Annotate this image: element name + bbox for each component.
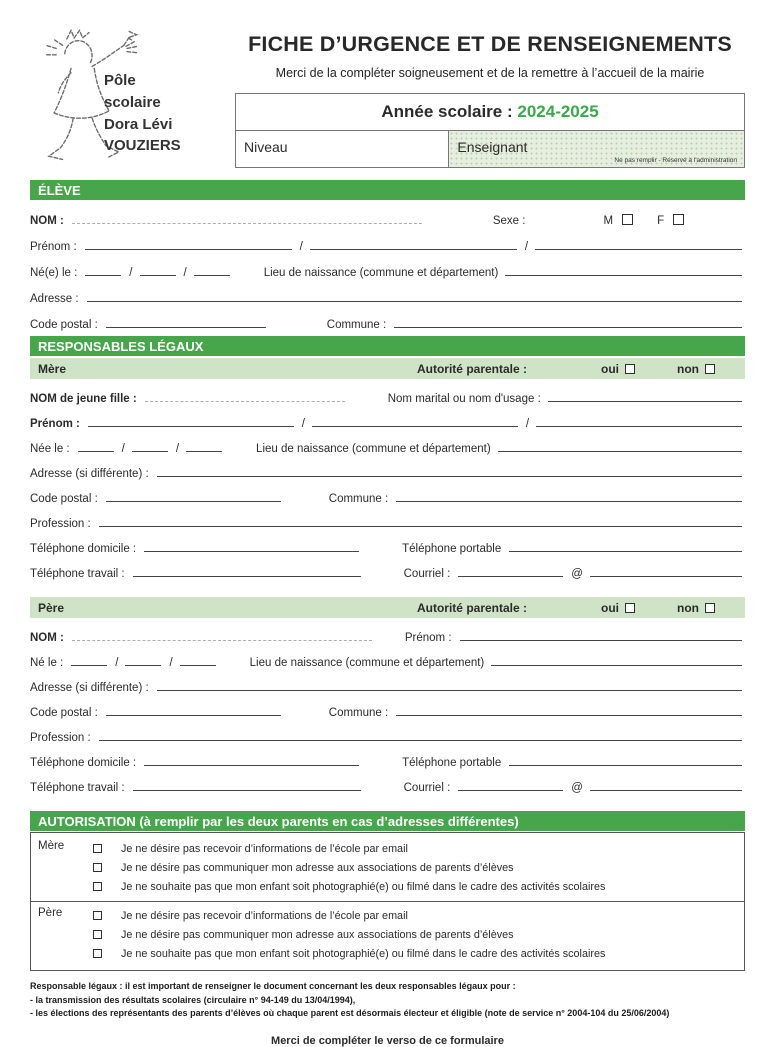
blank-line-field[interactable] (140, 275, 176, 276)
blank-line-field[interactable] (85, 275, 121, 276)
blank-line-field[interactable] (99, 740, 742, 741)
authorization-row (93, 906, 744, 925)
field-text: Nom marital ou nom d'usage : (387, 393, 541, 405)
authorization-text: Je ne souhaite pas que mon enfant soit photographié(e) ou filmé dans le cadre des activités scolaires (121, 880, 606, 893)
field-label: NOM : (30, 215, 64, 227)
blank-line-field[interactable] (458, 576, 563, 577)
field-label: Code postal : (30, 493, 98, 505)
pere-autorite-oui-checkbox[interactable] (625, 603, 635, 613)
field-label: Adresse : (30, 293, 79, 305)
authorization-checkbox[interactable] (93, 930, 102, 939)
header-right (235, 20, 745, 170)
school-year-row (236, 94, 744, 131)
field-label: NOM : (30, 632, 64, 644)
blank-line-field[interactable] (132, 451, 168, 452)
form-row (30, 455, 745, 480)
form-row (30, 380, 745, 405)
blank-line-field[interactable] (144, 765, 359, 766)
field-text: / (301, 418, 305, 430)
blank-line-field[interactable] (106, 715, 281, 716)
field-label: Téléphone travail : (30, 568, 125, 580)
field-text: @ (571, 782, 583, 794)
school-name-line: scolaire (104, 93, 161, 111)
school-name-line: Pôle (104, 72, 136, 89)
blank-line-field[interactable] (71, 665, 107, 666)
autorite-parentale-label: Autorité parentale : (416, 601, 527, 615)
field-label: Téléphone portable (402, 757, 502, 769)
blank-line-field[interactable] (87, 301, 742, 302)
blank-line-field[interactable] (194, 275, 230, 276)
form-row (30, 694, 745, 719)
form-row (30, 719, 745, 744)
blank-line-field[interactable] (509, 551, 742, 552)
field-text: Lieu de naissance (commune et département) (249, 657, 485, 669)
field-text: Lieu de naissance (commune et département) (263, 267, 499, 279)
verso-reminder: Merci de compléter le verso de ce formulaire (271, 1034, 504, 1047)
field-text: / (183, 267, 187, 279)
authorization-checkbox[interactable] (93, 911, 102, 920)
dotted-line-field[interactable] (145, 401, 345, 402)
blank-line-field[interactable] (396, 715, 742, 716)
admin-note: Ne pas remplir - Réservé à l'administration (614, 157, 737, 164)
school-name-line: Dora Lévi (104, 115, 173, 133)
enseignant-cell[interactable] (449, 131, 744, 167)
form-header (30, 20, 745, 170)
form-row (30, 480, 745, 505)
form-row (30, 201, 745, 227)
mere-autorite-non-checkbox[interactable] (705, 364, 715, 374)
form-row (30, 769, 745, 794)
form-row (30, 305, 745, 331)
field-label: F (657, 215, 665, 227)
field-text: / (525, 418, 530, 430)
pere-bar (30, 597, 745, 618)
eleve-fields (30, 200, 745, 331)
autorisation-table (30, 832, 745, 971)
blank-line-field[interactable] (133, 790, 361, 791)
non-label: non (677, 601, 699, 615)
pere-title: Père (38, 601, 65, 615)
authorization-text: Je ne désire pas communiquer mon adresse aux associations de parents d’élèves (121, 928, 514, 941)
field-text: / (524, 241, 529, 253)
authorization-row (93, 944, 744, 963)
blank-line-field[interactable] (157, 476, 742, 477)
blank-line-field[interactable] (548, 401, 742, 402)
blank-line-field[interactable] (505, 275, 742, 276)
form-row (30, 279, 745, 305)
field-label: Commune : (328, 493, 389, 505)
authorization-text: Je ne souhaite pas que mon enfant soit photographié(e) ou filmé dans le cadre des activités scolaires (121, 947, 606, 960)
field-label: Commune : (328, 707, 389, 719)
blank-line-field[interactable] (186, 451, 222, 452)
authorization-text: Je ne désire pas recevoir d’informations de l’école par email (121, 842, 408, 855)
blank-line-field[interactable] (157, 690, 742, 691)
authorization-items (93, 839, 744, 896)
school-logo (30, 20, 235, 170)
mere-autorite-oui-checkbox[interactable] (625, 364, 635, 374)
field-label: Profession : (30, 518, 91, 530)
section-autorisation-header: AUTORISATION (à remplir par les deux parents en cas d’adresses différentes) (30, 811, 745, 831)
dotted-line-field[interactable] (72, 223, 422, 224)
mere-autorite-group (417, 362, 715, 376)
footer-note-line: - la transmission des résultats scolaires (circulaire n° 94-149 du 13/04/1994), (30, 994, 356, 1005)
pere-autorite-oui (601, 601, 635, 615)
blank-line-field[interactable] (106, 501, 281, 502)
field-label: Profession : (30, 732, 91, 744)
authorization-row (93, 925, 744, 944)
field-label: Courriel : (403, 782, 451, 794)
footer-notes (30, 980, 745, 1021)
blank-line-field[interactable] (491, 665, 742, 666)
school-year-value: 2024-2025 (517, 102, 599, 121)
authorization-checkbox[interactable] (93, 949, 102, 958)
authorization-checkbox[interactable] (93, 863, 102, 872)
mere-autorite-non (677, 362, 715, 376)
authorization-row (93, 858, 744, 877)
enseignant-label: Enseignant (457, 139, 528, 155)
section-responsables-header: RESPONSABLES LÉGAUX (30, 336, 745, 356)
field-label: M (603, 215, 614, 227)
form-row (30, 405, 745, 430)
form-row (30, 227, 745, 253)
autorite-parentale-label: Autorité parentale : (416, 362, 527, 376)
blank-line-field[interactable] (536, 426, 742, 427)
niveau-enseignant-row (236, 131, 744, 167)
school-year-table (235, 93, 745, 168)
footer-note-line: Responsable légaux : il est important de renseigner le document concernant les deux responsables légaux pour : (30, 981, 516, 991)
blank-line-field[interactable] (498, 451, 742, 452)
section-eleve-header: ÉLÈVE (30, 180, 745, 200)
authorization-row (93, 877, 744, 896)
field-label: Adresse (si différente) : (30, 468, 149, 480)
blank-line-field[interactable] (88, 426, 294, 427)
blank-line-field[interactable] (180, 665, 216, 666)
blank-line-field[interactable] (535, 249, 742, 250)
form-row (30, 505, 745, 530)
field-label: Commune : (326, 319, 387, 331)
form-row (30, 253, 745, 279)
blank-line-field[interactable] (458, 790, 563, 791)
parent-label: Père (38, 907, 63, 919)
field-label: Née le : (30, 443, 70, 455)
blank-line-field[interactable] (460, 640, 742, 641)
oui-label: oui (601, 362, 619, 376)
blank-line-field[interactable] (144, 551, 359, 552)
school-year-label: Année scolaire : (381, 102, 513, 121)
pere-fields (30, 618, 745, 794)
field-label: Né(e) le : (30, 267, 78, 279)
blank-line-field[interactable] (394, 327, 742, 328)
authorization-checkbox[interactable] (93, 844, 102, 853)
blank-line-field[interactable] (125, 665, 161, 666)
footer-note-line: - les élections des représentants des parents d’élèves où chaque parent est désormais électeur et éligible (note de service n° 2004-104 du 25/06/2004) (30, 1008, 670, 1018)
field-label: NOM de jeune fille : (30, 393, 137, 405)
authorization-row (93, 839, 744, 858)
form-row (30, 555, 745, 580)
field-text: @ (571, 568, 583, 580)
blank-line-field[interactable] (99, 526, 742, 527)
checkbox[interactable] (622, 214, 633, 225)
form-row (30, 619, 745, 644)
field-text: / (299, 241, 303, 253)
field-label: Né le : (30, 657, 64, 669)
pere-autorite-non (677, 601, 715, 615)
field-label: Sexe : (492, 215, 526, 227)
form-subtitle: Merci de la compléter soigneusement et de la remettre à l’accueil de la mairie (275, 66, 705, 80)
blank-line-field[interactable] (106, 327, 266, 328)
field-label: Adresse (si différente) : (30, 682, 149, 694)
blank-line-field[interactable] (509, 765, 742, 766)
field-label: Courriel : (403, 568, 451, 580)
authorization-checkbox[interactable] (93, 882, 102, 891)
mere-autorite-oui (601, 362, 635, 376)
field-text: / (121, 443, 125, 455)
field-text: / (169, 657, 173, 669)
authorization-text: Je ne désire pas recevoir d’informations de l’école par email (121, 909, 408, 922)
blank-line-field[interactable] (310, 249, 517, 250)
blank-line-field[interactable] (78, 451, 114, 452)
niveau-cell[interactable]: Niveau (236, 131, 449, 167)
mere-title: Mère (38, 362, 67, 376)
field-label: Téléphone domicile : (30, 543, 137, 555)
form-row (30, 669, 745, 694)
mere-bar (30, 358, 745, 379)
field-label: Prénom : (404, 632, 452, 644)
field-text: / (115, 657, 119, 669)
form-title: FICHE D’URGENCE ET DE RENSEIGNEMENTS (248, 32, 732, 56)
blank-line-field[interactable] (590, 790, 742, 791)
field-label: Code postal : (30, 319, 98, 331)
checkbox[interactable] (673, 214, 684, 225)
form-row (30, 744, 745, 769)
oui-label: oui (601, 601, 619, 615)
field-label: Téléphone travail : (30, 782, 125, 794)
field-label: Téléphone portable (402, 543, 502, 555)
authorization-group (31, 901, 744, 965)
blank-line-field[interactable] (590, 576, 742, 577)
blank-line-field[interactable] (312, 426, 518, 427)
form-row (30, 430, 745, 455)
blank-line-field[interactable] (85, 249, 292, 250)
pere-autorite-group (417, 601, 715, 615)
field-text: / (129, 267, 133, 279)
parent-label: Mère (38, 840, 65, 852)
field-label: Prénom : (30, 241, 77, 253)
non-label: non (677, 362, 699, 376)
authorization-items (93, 906, 744, 963)
field-text: / (175, 443, 180, 455)
field-text: Lieu de naissance (commune et département) (256, 443, 491, 455)
mere-fields (30, 379, 745, 580)
dotted-line-field[interactable] (72, 640, 372, 641)
blank-line-field[interactable] (396, 501, 742, 502)
school-name (104, 70, 181, 157)
field-label: Prénom : (30, 418, 80, 430)
field-label: Code postal : (30, 707, 98, 719)
authorization-group (31, 837, 744, 898)
blank-line-field[interactable] (133, 576, 361, 577)
pere-autorite-non-checkbox[interactable] (705, 603, 715, 613)
school-name-line: VOUZIERS (104, 137, 181, 155)
field-label: Téléphone domicile : (30, 757, 137, 769)
authorization-text: Je ne désire pas communiquer mon adresse aux associations de parents d’élèves (121, 861, 514, 874)
form-row (30, 530, 745, 555)
form-row (30, 644, 745, 669)
